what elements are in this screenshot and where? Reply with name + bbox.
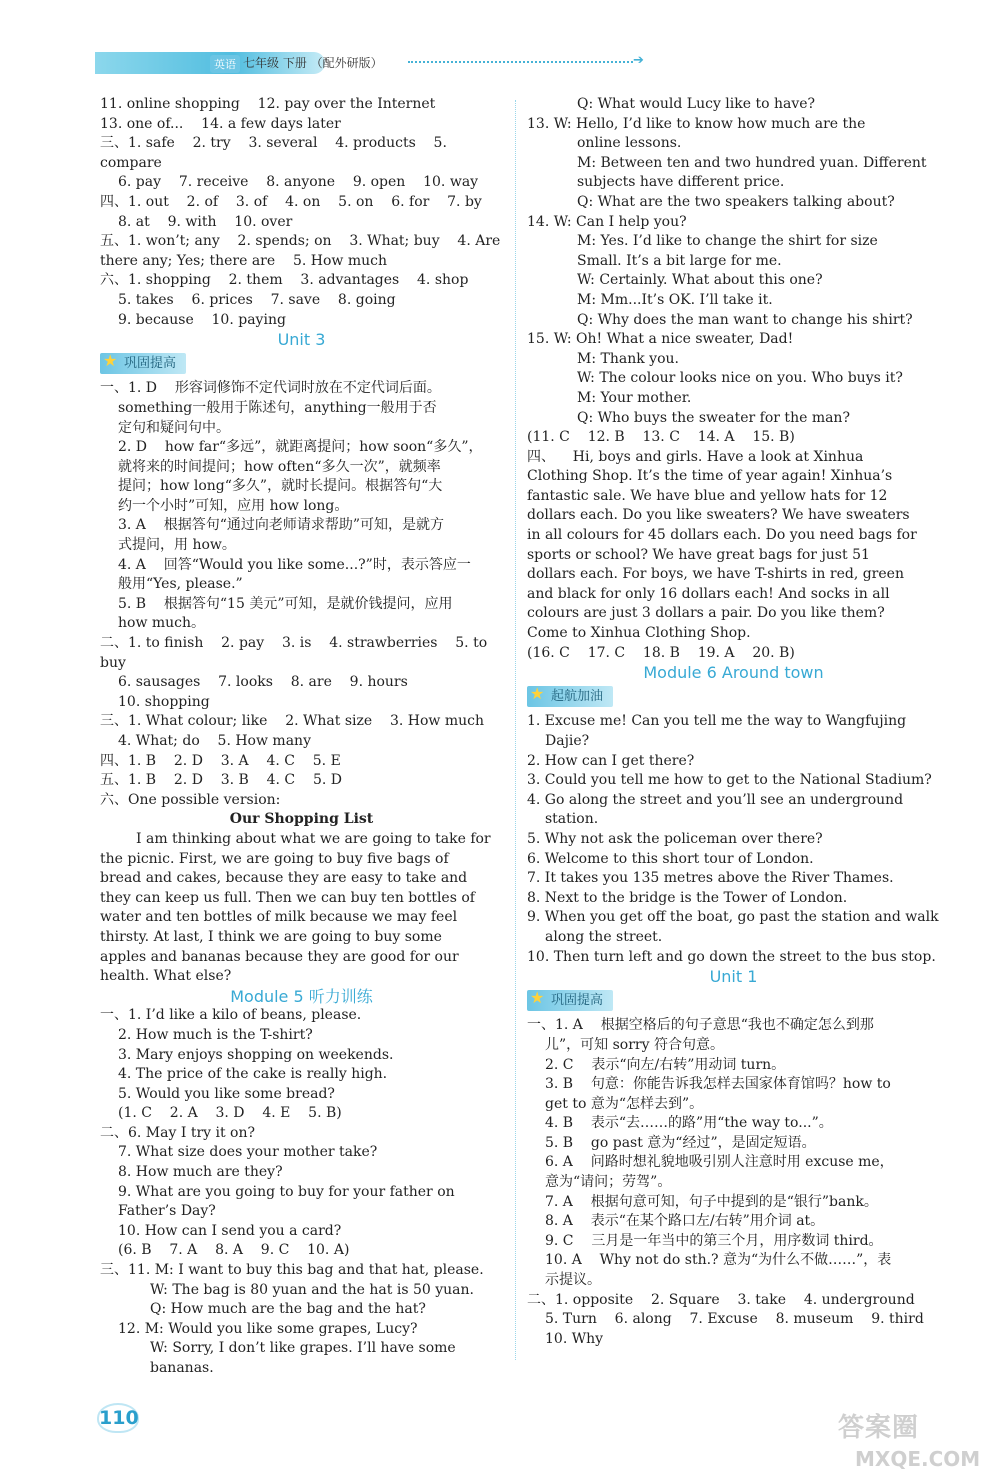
- answer-line: something一般用于陈述句，anything一般用于否: [118, 399, 437, 416]
- answer-line: 10. Why: [545, 1330, 604, 1347]
- watermark-url: MXQE.COM: [855, 1447, 981, 1471]
- answer-line: 定句和疑问句中。: [118, 419, 230, 436]
- answer-line: 3. Could you tell me how to get to the National Stadium?: [527, 772, 932, 789]
- answer-line: W: Sorry, I don’t like grapes. I’ll have some: [150, 1340, 456, 1357]
- answer-line: 六、One possible version:: [100, 791, 281, 808]
- answer-line: 5. Would you like some bread?: [118, 1085, 335, 1102]
- answer-line: 六、1. shopping 2. them 3. advantages 4. shop: [100, 272, 469, 289]
- section-banner: [100, 350, 186, 375]
- section-heading: Module 5 听力训练: [230, 986, 373, 1006]
- answer-line: 五、1. B 2. D 3. B 4. C 5. D: [100, 772, 342, 789]
- banner-label: 起航加油: [551, 688, 604, 704]
- answer-line: 7. It takes you 135 metres above the River Thames.: [527, 870, 894, 887]
- answer-line: bread and cakes, because they are easy to take and: [100, 870, 468, 887]
- answer-line: 6. pay 7. receive 8. anyone 9. open 10. way: [118, 174, 479, 191]
- answer-line: 意为“请问；劳驾”。: [545, 1174, 672, 1191]
- answer-line: M: Your mother.: [577, 389, 692, 406]
- answer-line: 6. Welcome to this short tour of London.: [527, 850, 814, 867]
- answer-line: 8. How much are they?: [118, 1164, 283, 1181]
- answer-line: 4. The price of the cake is really high.: [118, 1066, 388, 1083]
- answer-line: water and ten bottles of milk because we may feel: [100, 909, 458, 926]
- answer-line: 一、1. A 根据空格后的句子意思“我也不确定怎么到那: [527, 1017, 874, 1034]
- answer-line: 三、1. What colour; like 2. What size 3. How much: [100, 713, 485, 730]
- answer-line: M: Mm...It’s OK. I’ll take it.: [577, 291, 773, 308]
- answer-line: (1. C 2. A 3. D 4. E 5. B): [118, 1105, 342, 1122]
- answer-line: 示提议。: [545, 1272, 601, 1289]
- answer-line: 3. Mary enjoys shopping on weekends.: [118, 1046, 394, 1063]
- answer-line: subjects have different price.: [577, 174, 785, 191]
- answer-line: Q: What are the two speakers talking about?: [577, 193, 895, 210]
- answer-line: Come to Xinhua Clothing Shop.: [527, 625, 751, 642]
- answer-line: how much。: [118, 615, 206, 632]
- page-number: 110: [97, 1403, 139, 1433]
- answer-line: 8. A 表示“在某个路口左/右转”用介词 at。: [545, 1213, 825, 1230]
- answer-line: they can keep us full. Then we can buy ten bottles of: [100, 889, 475, 906]
- answer-line: 7. What size does your mother take?: [118, 1144, 378, 1161]
- answer-line: 6. A 问路时想礼貌地吸引别人注意时用 excuse me，: [545, 1154, 894, 1171]
- banner-label: 巩固提高: [124, 355, 177, 371]
- answer-line: online lessons.: [577, 135, 682, 152]
- answer-line: 10. Then turn left and go down the street to the bus stop.: [527, 948, 936, 965]
- answer-line: Father’s Day?: [118, 1203, 216, 1220]
- answer-line: 1. Excuse me! Can you tell me the way to Wangfujing: [527, 713, 907, 730]
- answer-line: 13. one of... 14. a few days later: [100, 115, 341, 132]
- banner-row: [100, 350, 503, 380]
- answer-line: 8. at 9. with 10. over: [118, 213, 293, 230]
- answer-line: 2. How much is the T-shirt?: [118, 1026, 313, 1043]
- answer-line: 三、11. M: I want to buy this bag and that hat, please.: [100, 1262, 484, 1279]
- answer-line: 3. B 句意：你能告诉我怎样去国家体育馆吗？how to: [545, 1076, 891, 1093]
- answer-line: Q: How much are the bag and the hat?: [150, 1301, 426, 1318]
- answer-line: 二、6. May I try it on?: [100, 1124, 256, 1141]
- answer-line: fantastic sale. We have blue and yellow hats for 12: [527, 487, 888, 504]
- section-banner: [527, 683, 613, 708]
- answer-line: 9. What are you going to buy for your father on: [118, 1183, 455, 1200]
- answer-line: 14. W: Can I help you?: [527, 213, 687, 230]
- answer-line: M: Between ten and two hundred yuan. Different: [577, 154, 927, 171]
- answer-line: Q: What would Lucy like to have?: [577, 96, 816, 112]
- answer-line: 13. W: Hello, I’d like to know how much are the: [527, 115, 866, 132]
- answer-line: 4. B 表示“去……的路”用“the way to...”。: [545, 1115, 833, 1132]
- answer-line: health. What else?: [100, 968, 232, 985]
- section-heading: Unit 1: [709, 967, 758, 987]
- answer-line: (16. C 17. C 18. B 19. A 20. B): [527, 644, 795, 661]
- answer-line: 四、1. out 2. of 3. of 4. on 5. on 6. for 7. by: [100, 193, 482, 210]
- answer-line: 10. A Why not do sth.? 意为“为什么不做……”，表: [545, 1252, 892, 1269]
- star-icon: ★: [530, 683, 545, 703]
- book-title: 七年级 下册 （配外研版）: [243, 56, 383, 70]
- answer-line: 提问；how long“多久”，就时长提问。根据答句“大: [118, 478, 443, 495]
- answer-line: 2. How can I get there?: [527, 752, 695, 769]
- answer-line: W: The bag is 80 yuan and the hat is 50 yuan.: [150, 1281, 474, 1298]
- answer-line: along the street.: [545, 928, 663, 945]
- subject-badge: 英语: [210, 55, 240, 73]
- section-banner: [527, 987, 613, 1012]
- star-icon: ★: [530, 987, 545, 1007]
- answer-line: there any; Yes; there are 5. How much: [100, 252, 387, 269]
- banner-row: [527, 987, 940, 1017]
- answer-line: 儿”，可知 sorry 符合句意。: [545, 1036, 724, 1053]
- answer-line: in all colours for 45 dollars each. Do you need bags for: [527, 527, 917, 544]
- answer-line: 3. A 根据答句“通过向老师请求帮助”可知，是就方: [118, 517, 445, 534]
- answer-line: 一、1. I’d like a kilo of beans, please.: [100, 1007, 362, 1024]
- answer-line: station.: [545, 811, 599, 828]
- answer-line: I am thinking about what we are going to take for: [136, 830, 491, 847]
- left-column: [100, 95, 503, 1379]
- answer-line: 9. C 三月是一年当中的第三个月，用序数词 third。: [545, 1232, 883, 1249]
- answer-line: 10. How can I send you a card?: [118, 1222, 342, 1239]
- answer-line: 4. Go along the street and you’ll see an underground: [527, 791, 904, 808]
- answer-line: 三、1. safe 2. try 3. several 4. products 5. compare: [100, 135, 452, 171]
- banner-row: [527, 683, 940, 713]
- answer-line: 4. A 回答“Would you like some...?”时，表示答应一: [118, 556, 471, 573]
- answer-line: 二、1. opposite 2. Square 3. take 4. underground: [527, 1291, 915, 1308]
- answer-line: colours are just 3 dollars a pair. Do you like them?: [527, 605, 885, 622]
- answer-line: 2. C 表示“向左/右转”用动词 turn。: [545, 1056, 786, 1073]
- answer-line: 式提问，用 how。: [118, 537, 236, 554]
- answer-line: 8. Next to the bridge is the Tower of London.: [527, 889, 848, 906]
- answer-line: 一、1. D 形容词修饰不定代词时放在不定代词后面。: [100, 380, 441, 397]
- answer-line: 2. D how far“多远”，就距离提问；how soon“多久”，: [118, 439, 483, 456]
- answer-line: 二、1. to finish 2. pay 3. is 4. strawberries 5. to buy: [100, 635, 492, 671]
- answer-line: 约一个小时”可知，应用 how long。: [118, 497, 349, 514]
- answer-line: Clothing Shop. It’s the time of year again! Xinhua’s: [527, 468, 893, 485]
- answer-line: dollars each. For boys, we have T-shirts in red, green: [527, 566, 904, 583]
- answer-line: 5. Why not ask the policeman over there?: [527, 830, 823, 847]
- right-column: [527, 95, 940, 1349]
- page-header: [95, 44, 655, 78]
- answer-line: (6. B 7. A 8. A 9. C 10. A): [118, 1242, 350, 1259]
- answer-line: 9. When you get off the boat, go past the station and walk: [527, 909, 939, 926]
- answer-line: 11. online shopping 12. pay over the Internet: [100, 96, 436, 112]
- answer-line: W: The colour looks nice on you. Who buys it?: [577, 370, 903, 387]
- answer-line: 9. because 10. paying: [118, 311, 286, 328]
- answer-line: and black for only 16 dollars each! And socks in all: [527, 585, 890, 602]
- answer-line: 6. sausages 7. looks 8. are 9. hours: [118, 674, 408, 691]
- answer-line: thirsty. At last, I think we are going to buy some: [100, 928, 442, 945]
- answer-line: 4. What; do 5. How many: [118, 733, 311, 749]
- answer-line: the picnic. First, we are going to buy five bags of: [100, 850, 449, 867]
- watermark-logo: 答案圈: [838, 1413, 920, 1443]
- answer-line: dollars each. Do you like sweaters? We have sweaters: [527, 507, 910, 524]
- answer-line: bananas.: [150, 1360, 214, 1376]
- answer-line: get to 意为“怎样去到”。: [545, 1095, 704, 1112]
- answer-line: 5. Turn 6. along 7. Excuse 8. museum 9. third: [545, 1311, 924, 1328]
- answer-line: 10. shopping: [118, 693, 210, 710]
- answer-line: 7. A 根据句意可知，句子中提到的是“银行”bank。: [545, 1193, 878, 1210]
- answer-line: Q: Who buys the sweater for the man?: [577, 409, 850, 426]
- answer-line: Q: Why does the man want to change his shirt?: [577, 311, 913, 328]
- answer-line: 5. B go past 意为“经过”，是固定短语。: [545, 1134, 816, 1151]
- header-dotted-line: [408, 61, 633, 63]
- answer-line: 就将来的时间提问；how often“多久一次”，就频率: [118, 458, 441, 475]
- answer-line: apples and bananas because they are good for our: [100, 948, 459, 965]
- answer-line: Dajie?: [545, 733, 590, 749]
- answer-line: Small. It’s a bit large for me.: [577, 252, 782, 269]
- section-heading: Unit 3: [277, 330, 326, 350]
- answer-line: M: Thank you.: [577, 350, 679, 367]
- arrow-right-icon: ➔: [633, 53, 644, 68]
- answer-line: 五、1. won’t; any 2. spends; on 3. What; buy 4. Are: [100, 233, 501, 250]
- answer-line: 5. B 根据答句“15 美元”可知，是就价钱提问，应用: [118, 595, 453, 612]
- answer-line: 5. takes 6. prices 7. save 8. going: [118, 291, 396, 308]
- answer-line: 15. W: Oh! What a nice sweater, Dad!: [527, 331, 794, 348]
- answer-line: (11. C 12. B 13. C 14. A 15. B): [527, 429, 795, 446]
- section-heading: Module 6 Around town: [643, 663, 824, 683]
- banner-label: 巩固提高: [551, 992, 604, 1008]
- answer-line: 四、1. B 2. D 3. A 4. C 5. E: [100, 752, 341, 769]
- answer-line: M: Yes. I’d like to change the shirt for size: [577, 233, 878, 250]
- answer-line: sports or school? We have great bags for just 51: [527, 546, 870, 563]
- answer-line: 四、 Hi, boys and girls. Have a look at Xinhua: [527, 448, 864, 465]
- answer-line: W: Certainly. What about this one?: [577, 272, 823, 289]
- answer-line: 般用“Yes, please.”: [118, 576, 243, 593]
- answer-line: 12. M: Would you like some grapes, Lucy?: [118, 1320, 418, 1337]
- star-icon: ★: [103, 350, 118, 370]
- column-divider: [515, 100, 516, 1360]
- essay-title: Our Shopping List: [229, 811, 374, 828]
